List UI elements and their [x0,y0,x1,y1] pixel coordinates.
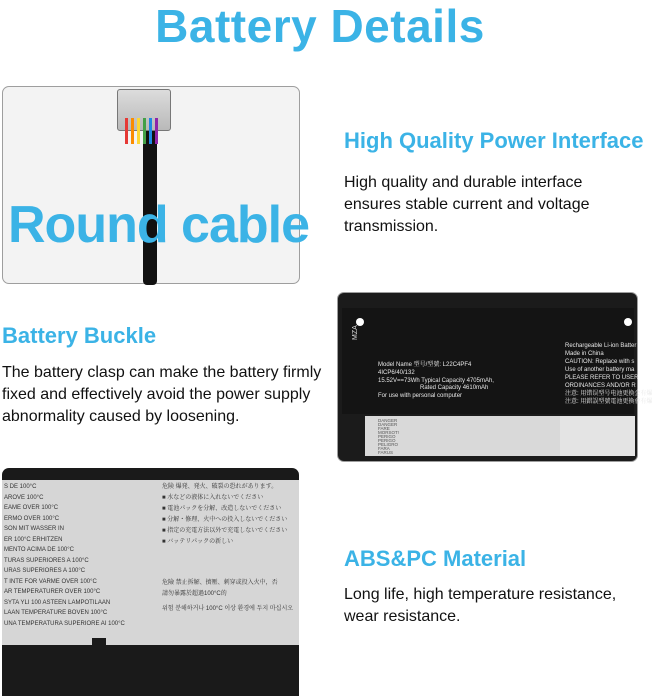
buckle-strip [2,645,299,675]
buckle-label-line: URAS SUPERIORES A 100°C [4,568,86,574]
buckle-label-line: SON MIT WASSER IN [4,526,65,532]
label-warning: PERIGO [378,438,396,443]
power-interface-description: High quality and durable interface ensures stable current and voltage transmission. [344,174,590,235]
buckle-label-line: ■ 指定の充電方法以外で充電しないでください [162,528,288,534]
label-warning: PELIGRO [378,442,399,447]
wire-strand [155,118,158,144]
label-warning: DANGER [378,418,398,423]
wire-strand [143,118,146,144]
buckle-label-line: SYTA YLI 100 ASTEEN LAMPOTILAAN [4,599,111,606]
buckle-label-line: S DE 100°C [4,484,37,490]
battery-buckle-description: The battery clasp can make the battery firmly fixed and effectively avoid the power supply abnormality caused by loosening. [2,364,322,425]
buckle-label-line: ERMO OVER 100°C [4,515,60,522]
wire-strand [149,118,152,144]
label-right-4: Use of another battery ma [565,367,635,373]
buckle-label-line: 위험 분해하거나 100°C 이상 환경에 두지 마십시오 [162,606,294,612]
wire-strand [131,118,134,144]
power-interface-heading: High Quality Power Interface [344,128,644,153]
round-cable-caption: Round cable [8,196,310,254]
page-title: Battery Details [155,0,485,52]
label-rated-capacity: Rated Capacity 4610mAh [420,385,489,391]
buckle-label-line: 危険 爆発、発火、破裂の恐れがあります。 [162,484,278,490]
label-right-8: 注意: 用錯誤型號電池更換會有爆 [565,399,652,405]
label-warning-area-right [560,416,635,456]
abs-pc-heading: ABS&PC Material [344,546,527,571]
label-warning: DANGER [378,422,398,427]
abs-pc-description: Long life, high temperature resistance, wear resistance. [344,586,617,625]
label-warning: FARE [378,426,390,431]
wire-strand [137,118,140,144]
buckle-label-line: EAME OVER 100°C [4,505,59,511]
buckle-label-line: LAAN TEMPERATURE BOVEN 100°C [4,610,108,616]
label-right-5: PLEASE REFER TO USER [565,375,639,381]
buckle-label-line: AR TEMPERATURER OVER 100°C [4,589,101,595]
label-warning: FARUS [378,450,394,455]
buckle-label-line: ■ 水などの液体に入れないでください [162,495,264,501]
label-mark: MZA [352,325,359,340]
buckle-label-line: 請勿暴露於超過100°C的 [162,591,227,597]
label-cells: 4ICP6/40/132 [378,370,415,376]
label-right-1: Rechargeable Li-ion Batter [565,343,637,349]
label-use: For use with personal computer [378,393,463,399]
battery-buckle-clip [92,638,106,662]
buckle-label-line: ■ バッテリパックの新しい [162,539,234,545]
buckle-label-line: UNA TEMPERATURA SUPERIORE AI 100°C [4,620,125,627]
label-right-6: ORDINANCES AND/OR R [565,383,636,389]
buckle-label-line: TURAS SUPERIORES A 100°C [4,557,89,564]
mounting-hole [624,318,632,326]
buckle-label-line: ■ 電池パックを分解、改造しないでください [162,506,282,512]
buckle-label-line: MENTO ACIMA DE 100°C [4,547,74,553]
buckle-label-line: T INTE FOR VARME OVER 100°C [4,578,97,585]
label-typical-capacity: 15.52V==73Wh Typical Capacity 4705mAh, [378,378,494,384]
buckle-label-line: AROVE 100°C [4,494,44,501]
battery-buckle-heading: Battery Buckle [2,323,157,348]
label-warning: FARA [378,446,390,451]
wire-strand [125,118,128,144]
buckle-label-line: ER 100°C ERHITZEN [4,536,63,543]
label-right-2: Made in China [565,351,604,357]
buckle-label-line: 危險 禁止拆解、擠壓、刺穿或投入火中，否 [162,580,278,586]
label-right-7: 注意: 用错误型号电池更换会有爆 [565,391,652,397]
label-warning: MORSOT! [378,430,399,435]
buckle-label-line: ■ 分解・修理、火中への投入しないでください [162,517,288,523]
label-model: Model Name 型号/型號: L22C4PF4 [378,362,472,368]
label-right-3: CAUTION: Replace with s [565,359,635,365]
label-warning: PERIGO [378,434,396,439]
